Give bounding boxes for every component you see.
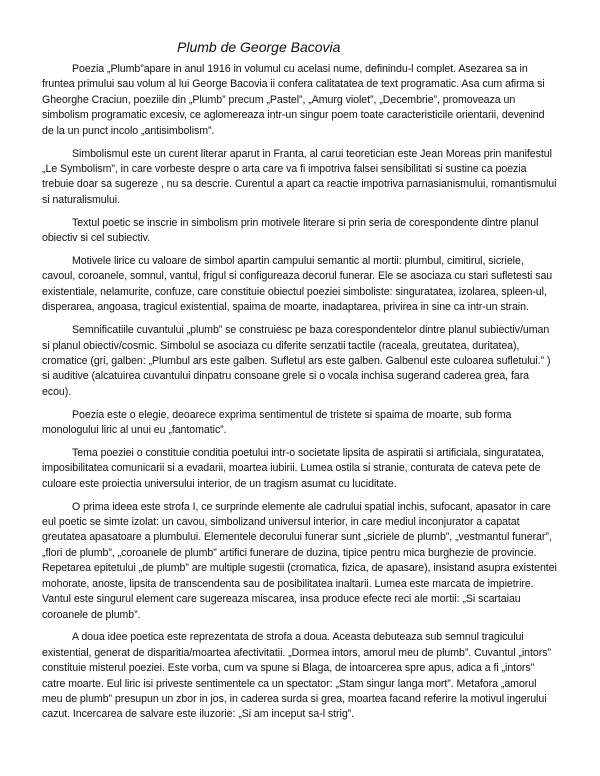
- paragraph-meanings: Semnificatiile cuvantului „plumb” se construiesc pe baza corespondentelor dintre planul subiectiv/uman si planul obiectiv/cosmic. Simbolul se asociaza cu diferite senzatii tactile (raceala, greutatea, duritatea), cromatice (gri, galben: „Plumbul ars este galben. Sufletul ars este galben. Galbenul este culoarea sufletului.” ) si auditive (alcatuirea cuvantului dinpatru consoane grele si o vocala inchisa sugerand caderea grea, fara ecou).: [42, 324, 551, 398]
- paragraph-symbolism: Simbolismul este un curent literar aparut in Franta, al carui teoretician este Jean Moreas prin manifestul „Le Symbolism”, in care vorbeste despre o arta care va fi impotriva falsei sensibilitati si sustine ca poezia trebuie doar sa sugereze , nu sa descrie. Curentul a apart ca reactie impotriva parnasianismului, romantismului si naturalismului.: [42, 147, 557, 206]
- document-title: Plumb de George Bacovia: [177, 39, 341, 55]
- paragraph-poetic-text: Textul poetic se inscrie in simbolism prin motivele literare si prin seria de corespondente dintre planul obiectiv si cel subiectiv.: [42, 216, 539, 245]
- paragraph-elegy: Poezia este o elegie, deoarece exprima sentimentul de tristete si spaima de moarte, sub forma monologului liric al unui eu „fantomatic”.: [42, 408, 512, 437]
- paragraph-intro: Poezia „Plumb”apare in anul 1916 in volumul cu acelasi nume, definindu-l complet. Asezarea sa in fruntea primului sau volum al lui George Bacovia ii confera calitatatea de text programatic. Asa cum afirma si Gheorghe Craciun, poeziile din „Plumb” precum „Pastel”, „Amurg violet”, „Decembrie”, promoveaza un simbolism programatic excesiv, ce aglomereaza intr-un singur poem toate caracteristicile orientarii, devenind de la un punct incolo „antisimbolism”.: [42, 63, 545, 137]
- paragraph-first-idea: O prima ideea este strofa I, ce surprinde elemente ale cadrului spatial inchis, sufocant, apasator in care eul poetic se simte izolat: un cavou, simbolizand universul interior, in care mediul inconjurator a capatat greutatea apasatoare a plumbului. Elementele decorului funerar sunt „sicriele de plumb”, „vestmantul funerar”, „flori de plumb”, „coroanele de plumb” artifici funerare de duzina, tipice pentru mica burghezie de provincie. Repetarea epitetului „de plumb” are multiple sugestii (cromatica, fizica, de apasare), insistand asupra existentei mohorate, anoste, lipsita de transcendenta sau de posibilitatea inaltarii. Lumea este marcata de impietrire. Vantul este singurul element care sugereaza miscarea, insa produce efecte reci ale mortii: „Si scartaiau coroanele de plumb”.: [42, 500, 557, 621]
- paragraph-motifs: Motivele lirice cu valoare de simbol apartin campului semantic al mortii: plumbul, cimitirul, sicriele, cavoul, coroanele, somnul, vantul, frigul si configureaza decorul funerar. Ele se asociaza cu stari sufletesti sau existentiale, nelamurite, confuze, care constituie obiectul poeziei simboliste: singuratatea, izolarea, spleen-ul, disperarea, angoasa, tragicul existential, spaima de moarte, inadaptarea, privirea in sine ca intr-un strain.: [42, 254, 553, 314]
- paragraph-theme: Tema poeziei o constituie conditia poetului intr-o societate lipsita de aspiratii si artificiala, singuratatea, imposibilitatea comunicarii si a evadarii, moartea iubirii. Lumea ostila si stranie, conturata de cateva pete de culoare este proiectia universului interior, de un tragism asumat cu luciditate.: [42, 446, 545, 490]
- paragraph-second-idea: A doua idee poetica este reprezentata de strofa a doua. Aceasta debuteaza sub semnul tragicului existential, generat de disparitia/moartea afectivitatii. „Dormea intors, amorul meu de plumb”. Cuvantul „intors” constituie misterul poeziei. Este vorba, cum va spune si Blaga, de intoarcerea spre apus, adica a fi „intors” catre moarte. Eul liric isi priveste sentimentele ca un spectator: „Stam singur langa mort”. Metafora „amorul meu de plumb” presupun un zbor in jos, in caderea surda si grea, moartea facand referire la motivul ingerului cazut. Incercarea de salvare este iluzorie: „Si am inceput sa-l strig”.: [42, 631, 551, 721]
